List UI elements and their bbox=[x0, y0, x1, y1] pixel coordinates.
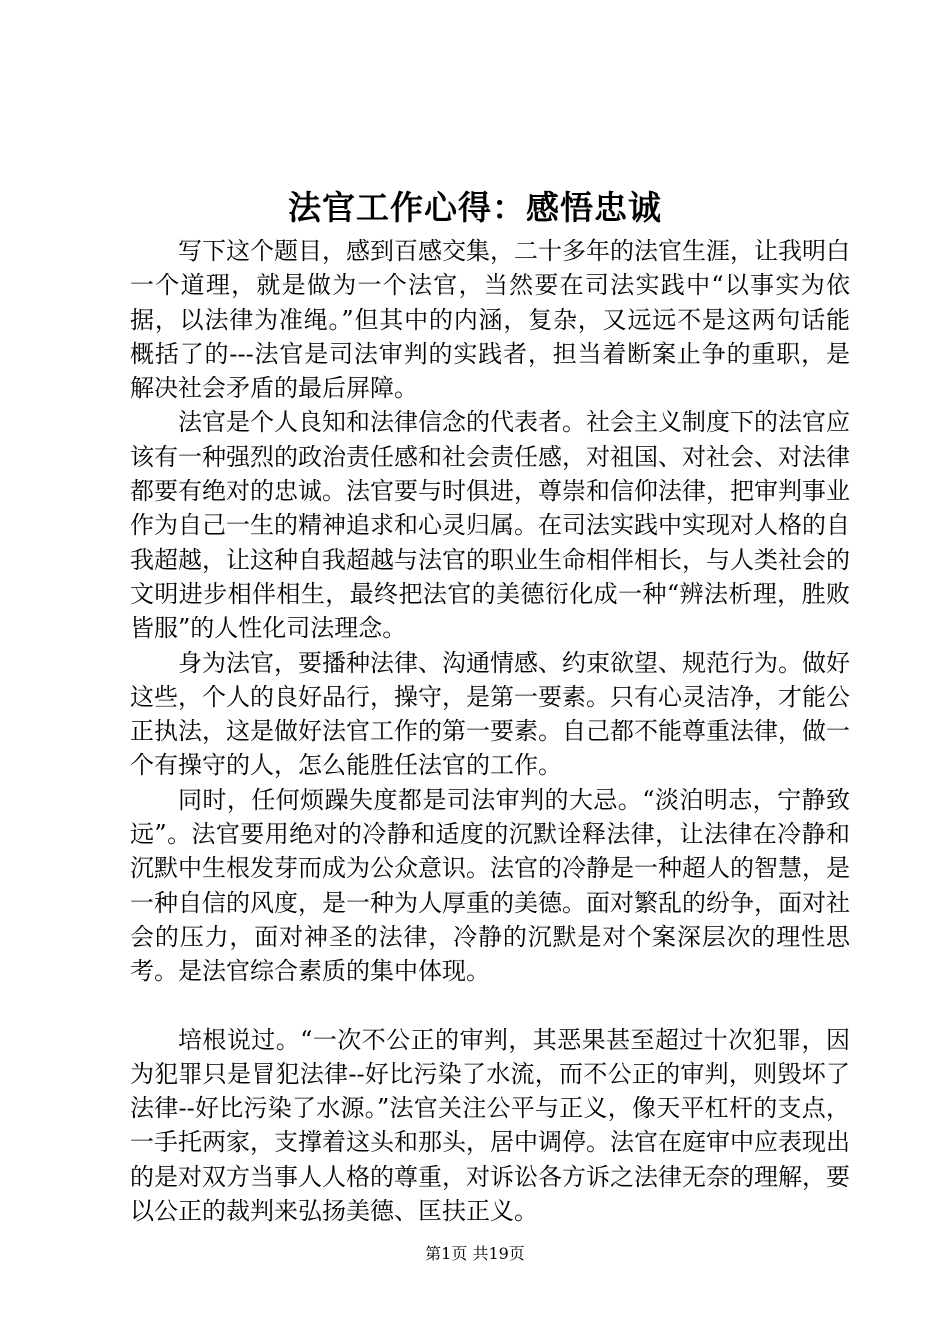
paragraph-5: 培根说过。“一次不公正的审判，其恶果甚至超过十次犯罪，因为犯罪只是冒犯法律--好比污染了水流，而不公正的审判，则毁坏了法律--好比污染了水源。”法官关注公平与正义，像天平杠杆的支点，一手托两家，支撑着这头和那头，居中调停。法官在庭审中应表现出的是对双方当事人人格的尊重，对诉讼各方诉之法律无奈的理解，要以公正的裁判来弘扬美德、匡扶正义。 bbox=[130, 1025, 850, 1226]
paragraph-2: 法官是个人良知和法律信念的代表者。社会主义制度下的法官应该有一种强烈的政治责任感和社会责任感，对祖国、对社会、对法律都要有绝对的忠诚。法官要与时俱进，尊崇和信仰法律，把审判事业作为自己一生的精神追求和心灵归属。在司法实践中实现对人格的自我超越，让这种自我超越与法官的职业生命相伴相长，与人类社会的文明进步相伴相生，最终把法官的美德衍化成一种“辨法析理，胜败皆服”的人性化司法理念。 bbox=[130, 408, 850, 643]
document-body bbox=[130, 234, 850, 1228]
document-title: 法官工作心得：感悟忠诚 bbox=[288, 188, 662, 227]
page-footer: 第1页 共19页 bbox=[425, 1244, 525, 1263]
paragraph-3: 身为法官，要播种法律、沟通情感、约束欲望、规范行为。做好这些，个人的良好品行，操守，是第一要素。只有心灵洁净，才能公正执法，这是做好法官工作的第一要素。自己都不能尊重法律，做一个有操守的人，怎么能胜任法官的工作。 bbox=[130, 648, 850, 780]
paragraph-1: 写下这个题目，感到百感交集，二十多年的法官生涯，让我明白一个道理，就是做为一个法官，当然要在司法实践中“以事实为依据，以法律为准绳。”但其中的内涵，复杂，又远远不是这两句话能概括了的---法官是司法审判的实践者，担当着断案止争的重职，是解决社会矛盾的最后屏障。 bbox=[130, 237, 850, 403]
paragraph-4: 同时，任何烦躁失度都是司法审判的大忌。“淡泊明志，宁静致远”。法官要用绝对的冷静和适度的沉默诠释法律，让法律在冷静和沉默中生根发芽而成为公众意识。法官的冷静是一种超人的智慧，是一种自信的风度，是一种为人厚重的美德。面对繁乱的纷争，面对社会的压力，面对神圣的法律，冷静的沉默是对个案深层次的理性思考。是法官综合素质的集中体现。 bbox=[130, 785, 850, 986]
